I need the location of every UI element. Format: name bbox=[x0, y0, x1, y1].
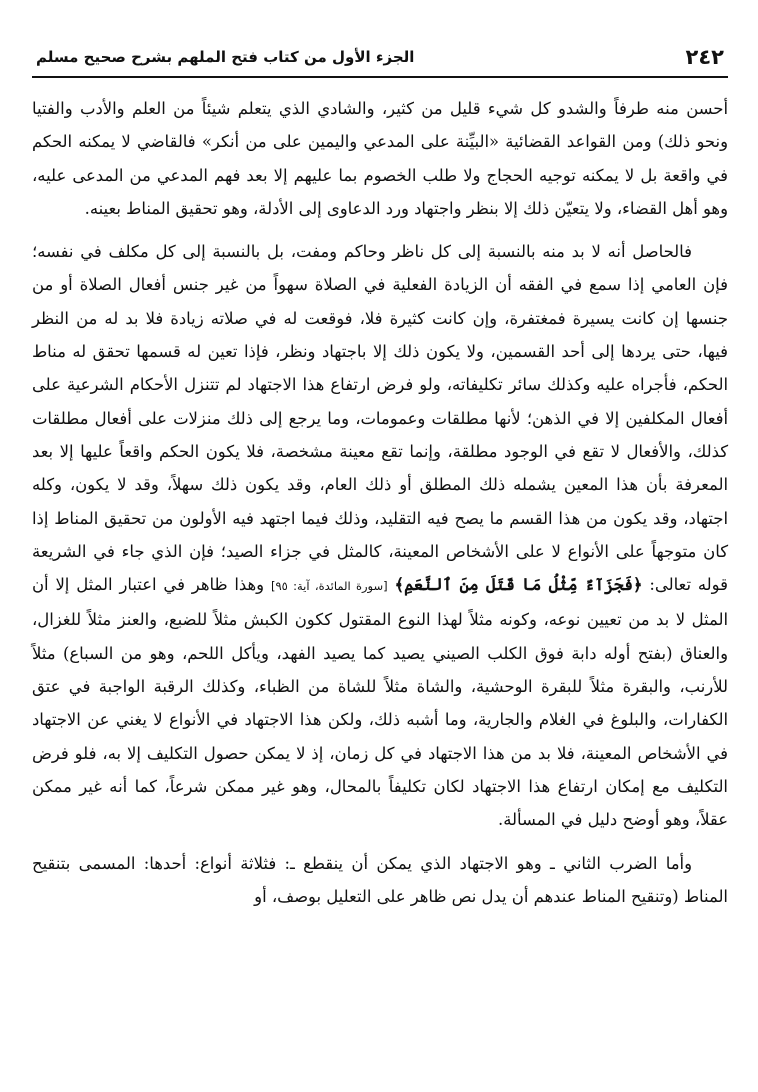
paragraph-2-text-before: فالحاصل أنه لا بد منه بالنسبة إلى كل ناظر وحاكم ومفت، بل بالنسبة إلى كل مكلف في نفسه؛ فإن العامي إذا سمع في الفقه أن الزيادة الفعلية في الصلاة سهواً من غير جنس أفعال الصلاة أو من جنسها إن كانت يسيرة فمغتفرة، وإن كانت كثيرة فلا، فوقعت له في صلاته زيادة فلا بد له من النظر فيها، حتى يردها إلى أحد القسمين، ولا يكون ذلك إلا باجتهاد ونظر، فإذا تعين له قسمها تحقق له مناط الحكم، فأجراه عليه وكذلك سائر تكليفاته، ولو فرض ارتفاع هذا الاجتهاد لم تتنزل الأحكام الشرعية على أفعال المكلفين إلا في الذهن؛ لأنها مطلقات وعمومات، وما يرجع إلى ذلك منزلات على أفعال مطلقات كذلك، والأفعال لا تقع في الوجود مطلقة، وإنما تقع معينة مشخصة، فلا يكون الحكم واقعاً عليها إلا بعد المعرفة بأن هذا المعين يشمله ذلك المطلق أو ذلك العام، وقد يكون ذلك سهلاً، وقد لا يكون، وكله اجتهاد، وقد يكون من هذا القسم ما يصح فيه التقليد، وذلك فيما اجتهد فيه الأولون من تحقيق المناط إذا كان متوجهاً على الأنواع لا على الأشخاص المعينة، كالمثل في جزاء الصيد؛ فإن الذي جاء في الشريعة قوله تعالى: bbox=[32, 242, 728, 595]
verse-citation: [سورة المائدة، آية: ٩٥] bbox=[270, 579, 388, 594]
body-text bbox=[32, 92, 728, 913]
paragraph-2-text-after: وهذا ظاهر في اعتبار المثل إلا أن المثل لا بد من تعيين نوعه، وكونه مثلاً لهذا النوع المقتول ككون الكبش مثلاً للضبع، والعنز مثلاً للغزال، والعناق (بفتح أوله دابة فوق الكلب الصيني يصيد كما يصيد الفهد، ويأكل اللحم، وهو من السباع) مثلاً للأرنب، والبقرة مثلاً للبقرة الوحشية، والشاة مثلاً للشاة من الظباء، وكذلك الرقبة الواجبة في عتق الكفارات، والبلوغ في الغلام والجارية، وما أشبه ذلك، ولكن هذا الاجتهاد في الأنواع لا يغني عن الاجتهاد في الأشخاص المعينة، فلا بد من هذا الاجتهاد في كل زمان، إذ لا يمكن حصول التكليف إلا به، فلو فرض التكليف مع إمكان ارتفاع هذا الاجتهاد لكان تكليفاً بالمحال، وهو غير ممكن شرعاً، كما أنه غير ممكن عقلاً، وهو أوضح دليل في المسألة. bbox=[32, 575, 728, 830]
running-header bbox=[32, 40, 728, 74]
paragraph-2 bbox=[32, 235, 728, 836]
book-title: الجزء الأول من كتاب فتح الملهم بشرح صحيح مسلم bbox=[36, 48, 415, 66]
quran-verse: ﴿فَجَزَآءٌ مِّثْلُ مَا قَتَلَ مِنَ ٱلنَّعَمِ﴾ bbox=[394, 575, 643, 595]
paragraph-1: أحسن منه طرفاً والشدو كل شيء قليل من كثير، والشادي الذي يتعلم شيئاً من العلم والأدب والفتيا ونحو ذلك) ومن القواعد القضائية «البيِّنة على المدعي واليمين على من أنكر» فالقاضي لا يمكنه الحكم في واقعة بل لا يمكنه توجيه الحجاج ولا طلب الخصوم بما عليهم إلا بعد فهم المدعي من المدعى عليه، وهو أهل القضاء، ولا يتعيّن ذلك إلا بنظر واجتهاد ورد الدعاوى إلى الأدلة، وهو تحقيق المناط بعينه. bbox=[32, 99, 728, 218]
header-divider bbox=[32, 76, 728, 78]
page-number: ٢٤٢ bbox=[685, 45, 724, 69]
paragraph-3: وأما الضرب الثاني ـ وهو الاجتهاد الذي يمكن أن ينقطع ـ: فثلاثة أنواع: أحدها: المسمى بتنقيح المناط (وتنقيح المناط عندهم أن يدل نص ظاهر على التعليل بوصف، أو bbox=[32, 853, 728, 906]
